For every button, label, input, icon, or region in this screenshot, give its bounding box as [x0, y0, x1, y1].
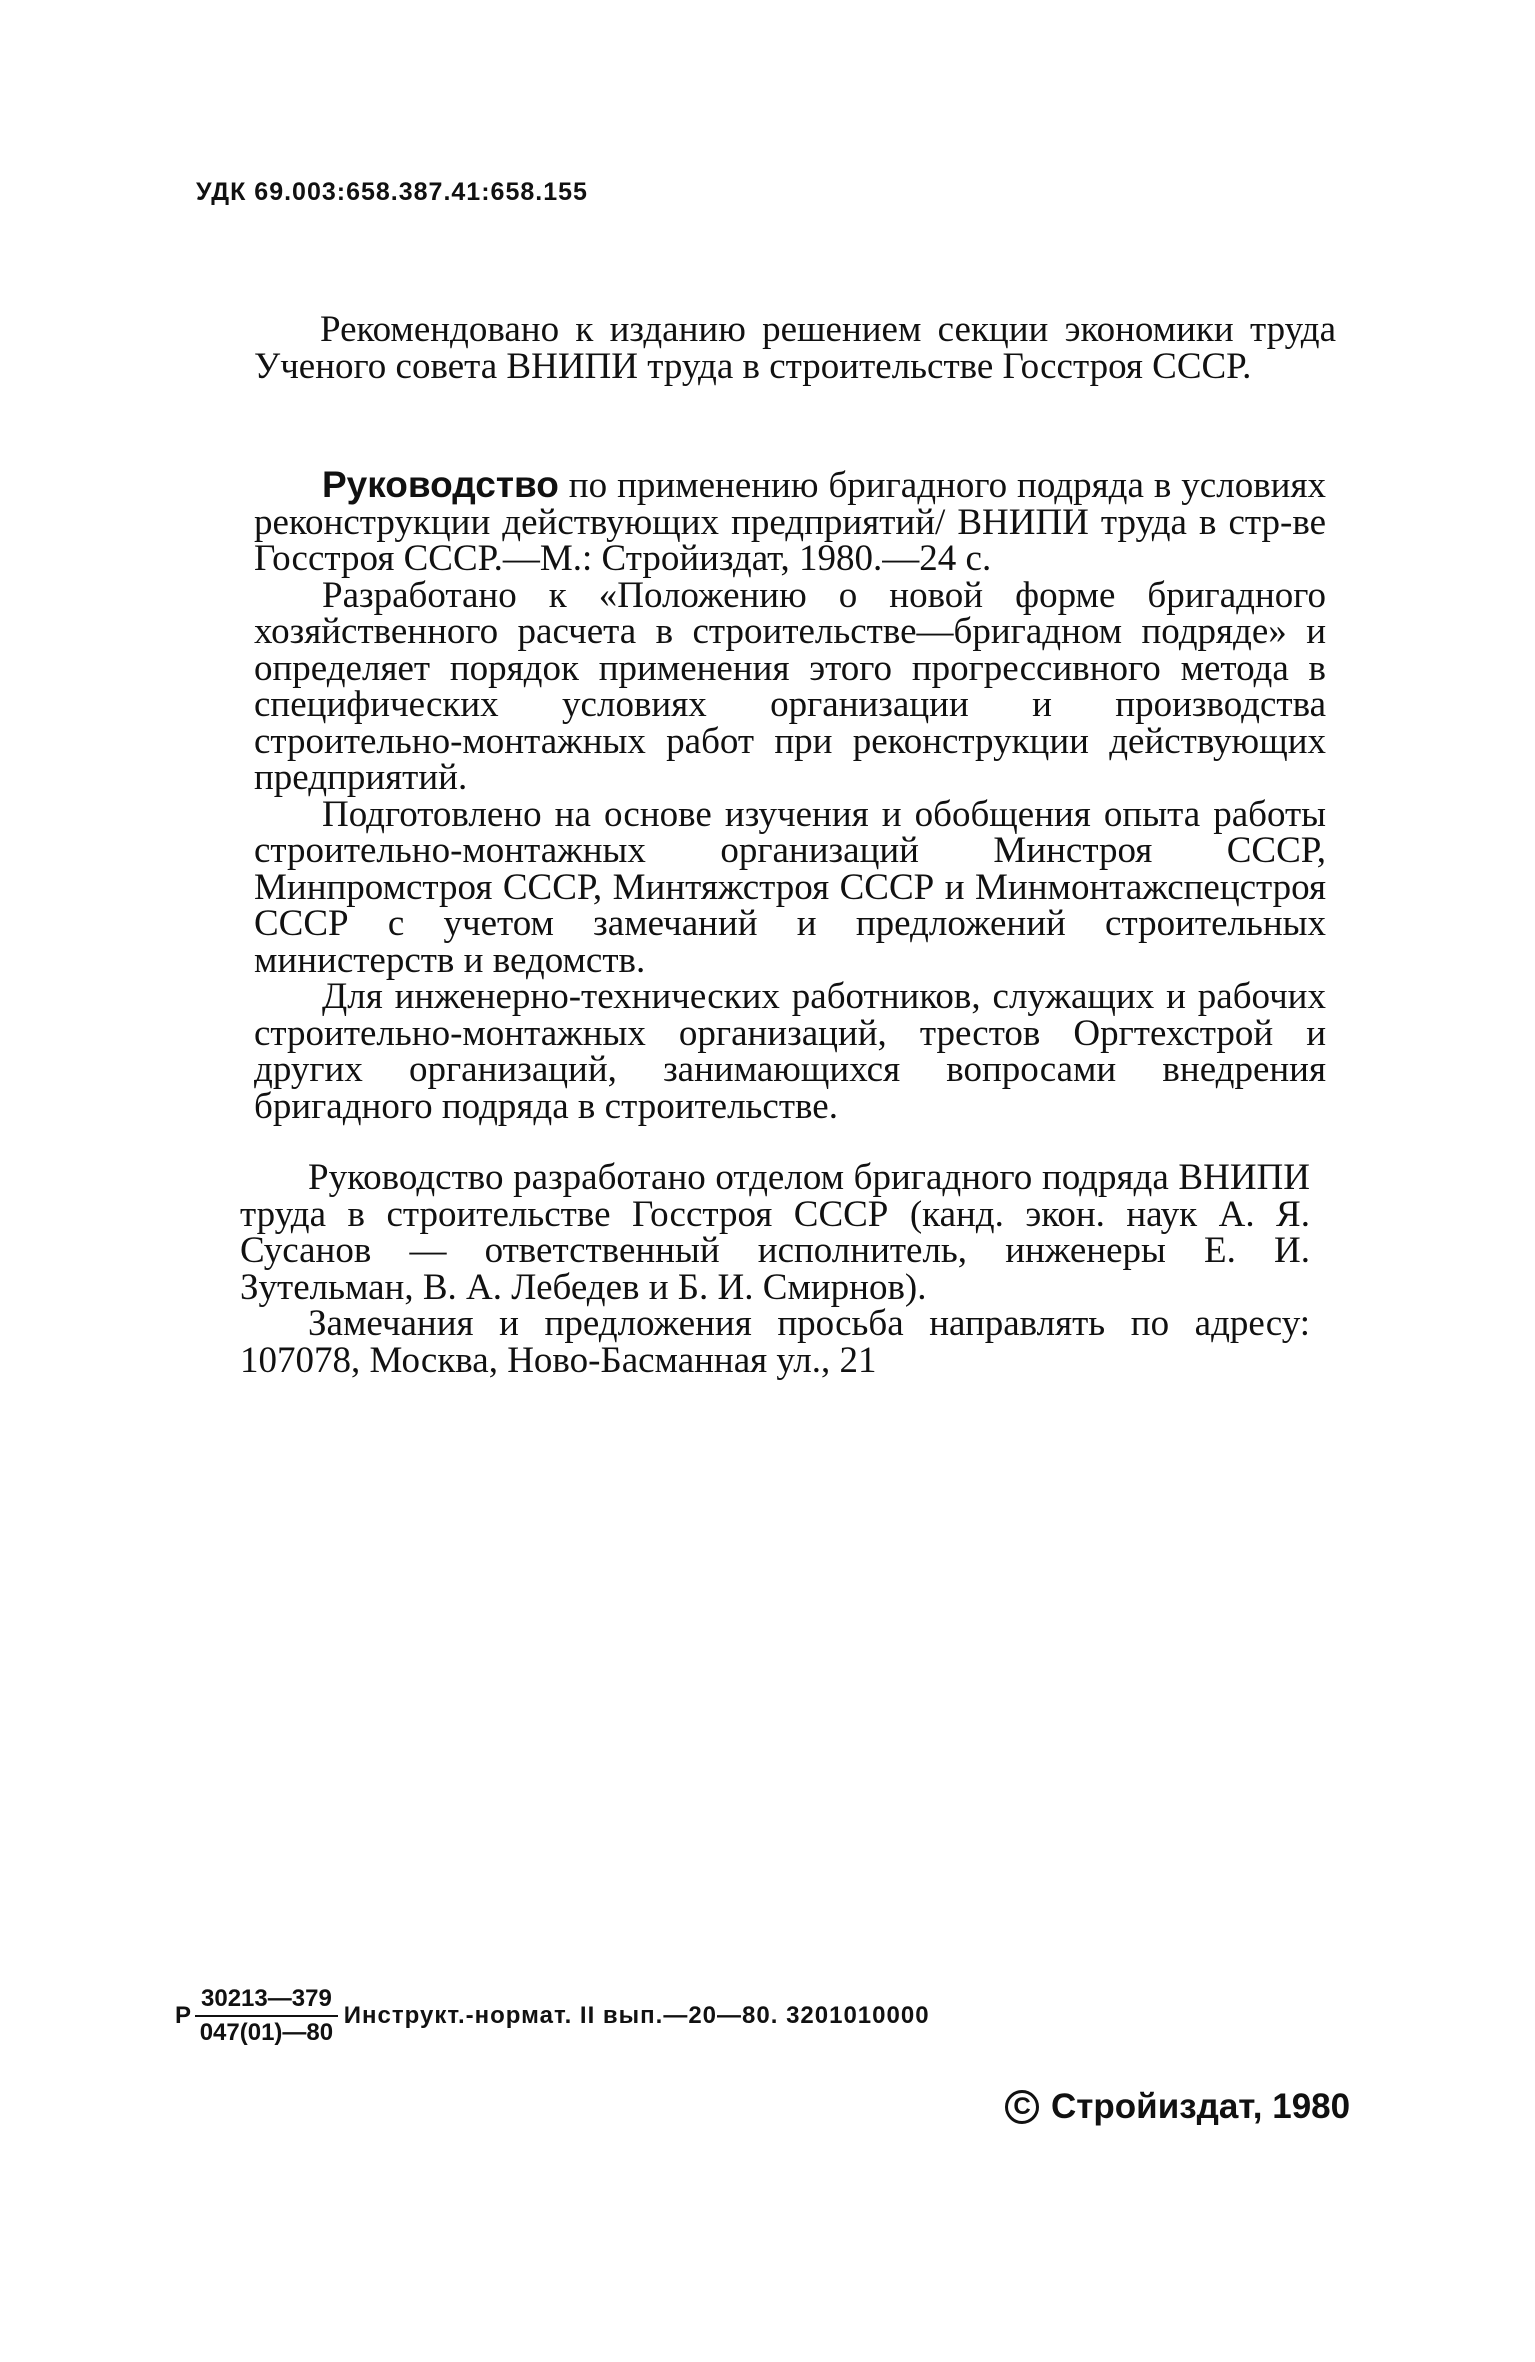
authors-block [240, 1157, 1310, 1381]
copyright-text: Стройиздат, 1980 [1051, 2087, 1351, 2126]
index-fraction [195, 1985, 338, 2047]
index-numerator: 30213—379 [195, 1985, 338, 2017]
index-details: Инструкт.-нормат. II вып.—20—80. 3201010000 [343, 2002, 930, 2029]
recommendation-block [254, 309, 1336, 387]
annotation-paragraph: Подготовлено на основе изучения и обобщения опыта работы строительно-монтажных организаций Минстроя СССР, Минпромстроя СССР, Минтяжстроя СССР и Минмонтажспецстроя СССР с учетом замечаний и предложений строительных министерств и ведомств. [254, 793, 1326, 981]
udk-code: УДК 69.003:658.387.41:658.155 [196, 178, 588, 206]
annotation-block [254, 464, 1326, 1127]
annotation-citation-text: по применению бригадного подряда в условиях реконструкции действующих предприятий/ ВНИПИ труда в стр-ве Госстроя СССР.—М.: Стройиздат, 1980.—24 с. [254, 465, 1326, 579]
annotation-paragraph: Разработано к «Положению о новой форме бригадного хозяйственного расчета в строительстве—бригадном подряде» и определяет порядок применения этого прогрессивного метода в специфических условиях организации и производства строительно-монтажных работ при реконструкции действующих предприятий. [254, 574, 1326, 798]
recommendation-text: Рекомендовано к изданию решением секции экономики труда Ученого совета ВНИПИ труда в строительстве Госстроя СССР. [254, 309, 1336, 387]
index-denominator: 047(01)—80 [199, 2019, 334, 2046]
annotation-paragraph: Для инженерно-технических работников, служащих и рабочих строительно-монтажных организаций, трестов Оргтехстрой и других организаций, занимающихся вопросами внедрения бригадного подряда в строительстве. [254, 976, 1326, 1127]
copyright [1005, 2087, 1350, 2127]
authors-paragraph: Руководство разработано отделом бригадного подряда ВНИПИ труда в строительстве Госстроя СССР (канд. экон. наук А. Я. Сусанов — ответственный исполнитель, инженеры Е. И. Зутельман, В. А. Лебедев и Б. И. Смирнов). [240, 1157, 1310, 1308]
publication-index [175, 1985, 930, 2047]
index-prefix: Р [175, 2002, 192, 2029]
annotation-title-word: Руководство [322, 464, 559, 505]
annotation-citation [254, 464, 1326, 579]
copyright-icon: C [1005, 2090, 1039, 2124]
address-paragraph: Замечания и предложения просьба направлять по адресу: 107078, Москва, Ново-Басманная ул., 21 [240, 1303, 1310, 1381]
